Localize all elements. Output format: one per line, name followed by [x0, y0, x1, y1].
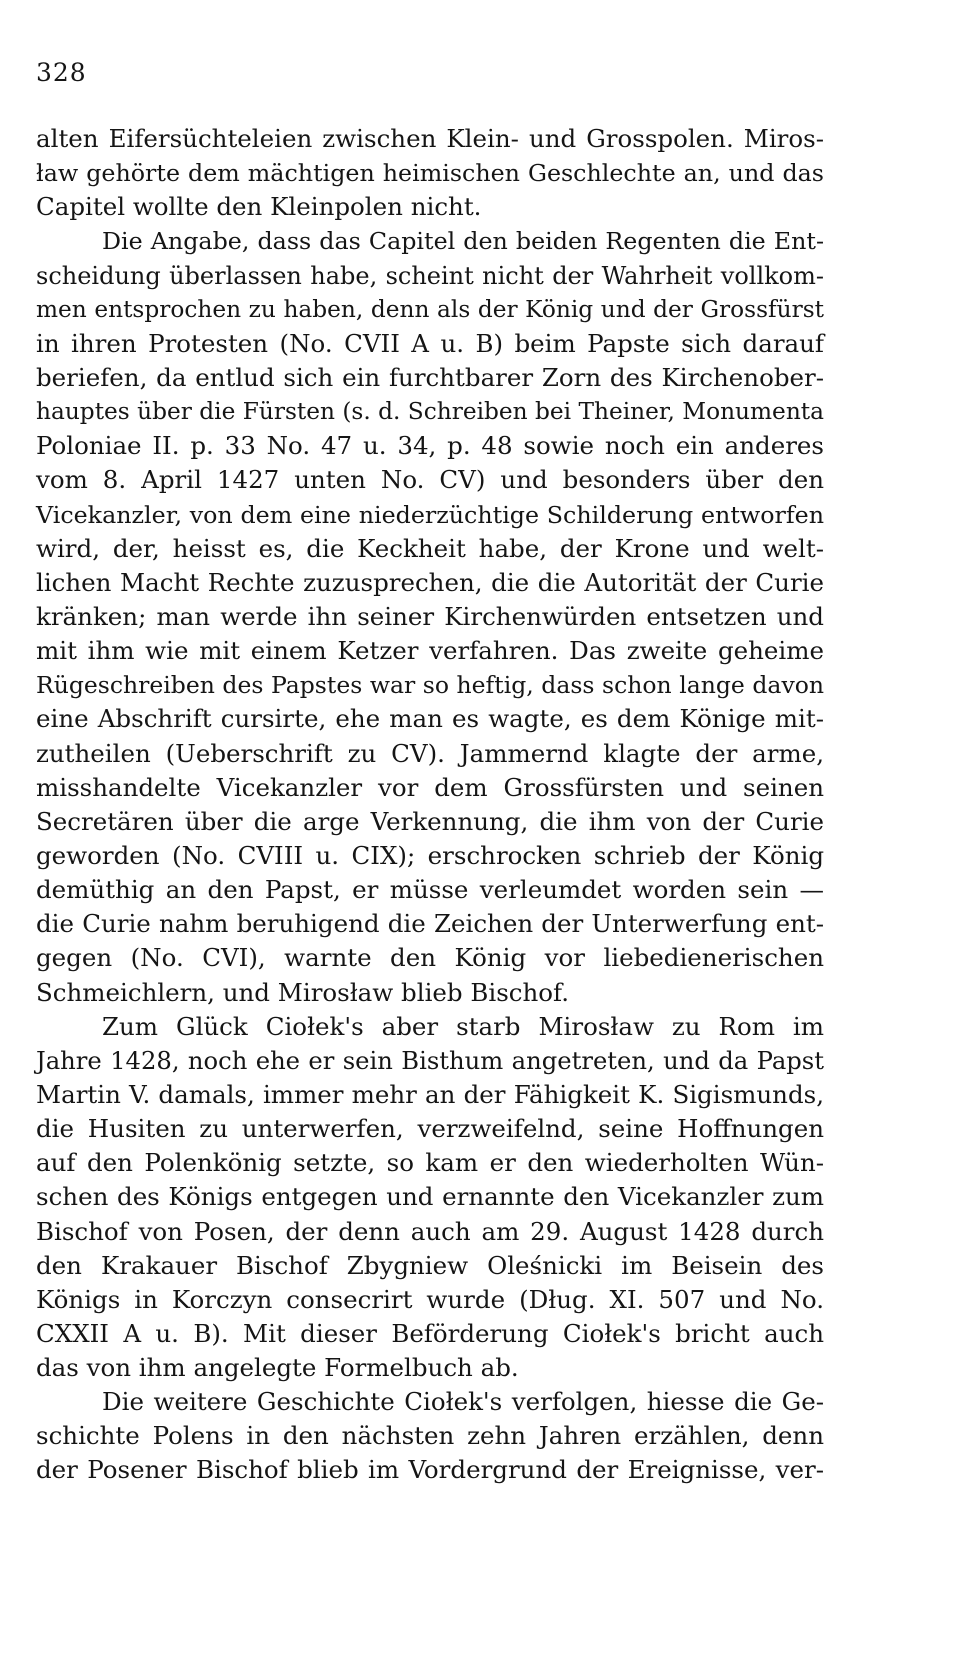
text-line: die Curie nahm beruhigend die Zeichen der Unterwerfung ent-: [36, 909, 824, 939]
text-line: den Krakauer Bischof Zbygniew Oleśnicki im Beisein des: [36, 1250, 824, 1280]
text-line: alten Eifersüchteleien zwischen Klein- und Grosspolen. Miros-: [36, 124, 824, 153]
text-line: misshandelte Vicekanzler vor dem Grossfürsten und seinen: [36, 772, 824, 802]
text-line: CXXII A u. B). Mit dieser Beförderung Ciołek's bricht auch: [36, 1318, 824, 1348]
text-line: Schmeichlern, und Mirosław blieb Bischof.: [36, 977, 570, 1007]
text-line: gegen (No. CVI), warnte den König vor liebedienerischen: [36, 943, 824, 973]
text-line: schen des Königs entgegen und ernannte den Vicekanzler zum: [36, 1182, 824, 1212]
text-line: Secretären über die arge Verkennung, die ihm von der Curie: [36, 806, 824, 836]
text-line: schichte Polens in den nächsten zehn Jahren erzählen, denn: [36, 1421, 824, 1451]
text-line: Poloniae II. p. 33 No. 47 u. 34, p. 48 sowie noch ein anderes: [36, 431, 824, 461]
text-line: hauptes über die Fürsten (s. d. Schreiben bei Theiner, Monumenta: [36, 398, 824, 426]
text-line: kränken; man werde ihn seiner Kirchenwürden entsetzen und: [36, 601, 824, 631]
text-line: der Posener Bischof blieb im Vordergrund der Ereignisse, ver-: [36, 1455, 824, 1485]
text-line: Bischof von Posen, der denn auch am 29. August 1428 durch: [36, 1216, 824, 1246]
text-line: ław gehörte dem mächtigen heimischen Geschlechte an, und das: [36, 159, 824, 188]
text-line: eine Abschrift cursirte, ehe man es wagte, es dem Könige mit-: [36, 704, 824, 734]
text-line: auf den Polenkönig setzte, so kam er den wiederholten Wün-: [36, 1148, 824, 1178]
text-line: die Husiten zu unterwerfen, verzweifelnd, seine Hoffnungen: [36, 1114, 824, 1144]
body-text: [36, 122, 824, 1488]
text-line: in ihren Protesten (No. CVII A u. B) beim Papste sich darauf: [36, 328, 824, 358]
text-line: Vicekanzler, von dem eine niederzüchtige Schilderung entworfen: [36, 500, 824, 529]
text-line: scheidung überlassen habe, scheint nicht der Wahrheit vollkom-: [36, 261, 824, 290]
paragraph-first-line: Die Angabe, dass das Capitel den beiden Regenten die Ent-: [102, 227, 824, 256]
text-line: Martin V. damals, immer mehr an der Fähigkeit K. Sigismunds,: [36, 1079, 824, 1109]
text-line: wird, der, heisst es, die Keckheit habe, der Krone und welt-: [36, 533, 824, 563]
text-line: Capitel wollte den Kleinpolen nicht.: [36, 192, 482, 222]
text-line: mit ihm wie mit einem Ketzer verfahren. Das zweite geheime: [36, 636, 824, 666]
text-line: vom 8. April 1427 unten No. CV) und besonders über den: [36, 465, 824, 495]
paragraph-first-line: Die weitere Geschichte Ciołek's verfolgen, hiesse die Ge-: [102, 1387, 824, 1417]
text-line: Königs in Korczyn consecrirt wurde (Dług. XI. 507 und No.: [36, 1284, 824, 1314]
paragraph-first-line: Zum Glück Ciołek's aber starb Mirosław zu Rom im: [102, 1011, 824, 1041]
text-line: Rügeschreiben des Papstes war so heftig, dass schon lange davon: [36, 671, 824, 700]
text-line: zutheilen (Ueberschrift zu CV). Jammernd klagte der arme,: [36, 738, 824, 768]
page-number: 328: [36, 58, 87, 87]
text-line: lichen Macht Rechte zuzusprechen, die die Autorität der Curie: [36, 567, 824, 597]
text-line: demüthig an den Papst, er müsse verleumdet worden sein —: [36, 875, 824, 905]
text-line: men entsprochen zu haben, denn als der König und der Grossfürst: [36, 295, 824, 323]
text-line: das von ihm angelegte Formelbuch ab.: [36, 1353, 519, 1383]
text-line: geworden (No. CVIII u. CIX); erschrocken schrieb der König: [36, 840, 824, 870]
text-line: Jahre 1428, noch ehe er sein Bisthum angetreten, und da Papst: [36, 1045, 824, 1075]
text-line: beriefen, da entlud sich ein furchtbarer Zorn des Kirchenober-: [36, 362, 824, 392]
